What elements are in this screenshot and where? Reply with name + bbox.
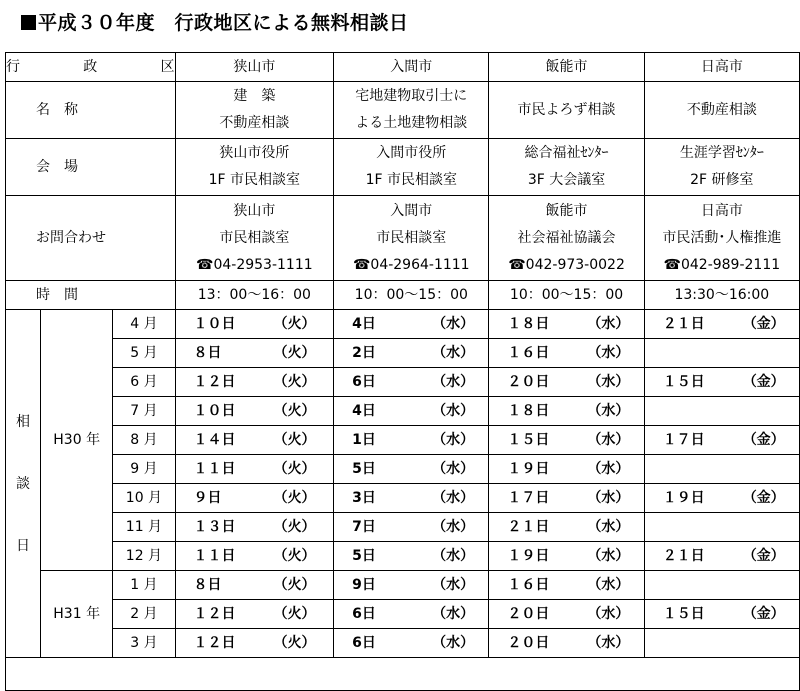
label-name: 名 称 <box>6 82 176 139</box>
month-cell: 12 月 <box>113 542 175 571</box>
date-hidaka <box>644 397 799 426</box>
table-row <box>6 571 800 600</box>
date-iruma: 6日 （水） <box>334 629 489 658</box>
table-row <box>6 368 800 397</box>
date-sayama: １２日 （火） <box>175 600 334 629</box>
city-sayama: 狭山市 <box>175 53 334 82</box>
row-time <box>6 281 800 310</box>
footer-row <box>6 658 800 691</box>
date-sayama: １４日 （火） <box>175 426 334 455</box>
date-sayama: １２日 （火） <box>175 629 334 658</box>
name-hanno: 市民よろず相談 <box>489 82 644 139</box>
city-hanno: 飯能市 <box>489 53 644 82</box>
table-row <box>6 426 800 455</box>
consultation-table <box>5 52 800 691</box>
contact-hanno: 飯能市 社会福祉協議会 ☎042-973-0022 <box>489 196 644 281</box>
row-contact <box>6 196 800 281</box>
date-sayama: １２日 （火） <box>175 368 334 397</box>
date-hanno: ２０日 （水） <box>489 368 644 397</box>
date-sayama: １１日 （火） <box>175 542 334 571</box>
date-hidaka: １７日 （金） <box>644 426 799 455</box>
time-sayama: 13：00～16：00 <box>175 281 334 310</box>
month-cell: 11 月 <box>113 513 175 542</box>
year-h30: H30 年 <box>41 310 113 571</box>
date-hanno: １５日 （水） <box>489 426 644 455</box>
date-hanno: １６日 （水） <box>489 571 644 600</box>
date-iruma: 5日 （水） <box>334 542 489 571</box>
table-row <box>6 513 800 542</box>
date-hidaka: １５日 （金） <box>644 600 799 629</box>
date-iruma: 6日 （水） <box>334 600 489 629</box>
date-iruma: 6日 （水） <box>334 368 489 397</box>
title-text: 平成３０年度 行政地区による無料相談日 <box>38 12 409 34</box>
month-cell: 8 月 <box>113 426 175 455</box>
date-iruma: 1日 （水） <box>334 426 489 455</box>
date-iruma: 7日 （水） <box>334 513 489 542</box>
name-sayama: 建 築 不動産相談 <box>175 82 334 139</box>
date-hanno: １９日 （水） <box>489 542 644 571</box>
venue-iruma: 入間市役所 1F 市民相談室 <box>334 139 489 196</box>
date-iruma: 4日 （水） <box>334 310 489 339</box>
date-sayama: ８日 （火） <box>175 571 334 600</box>
date-hanno: １８日 （水） <box>489 397 644 426</box>
venue-hidaka: 生涯学習ｾﾝﾀｰ 2F 研修室 <box>644 139 799 196</box>
date-iruma: 9日 （水） <box>334 571 489 600</box>
date-hanno: ２０日 （水） <box>489 629 644 658</box>
month-cell: 2 月 <box>113 600 175 629</box>
date-hanno: １６日 （水） <box>489 339 644 368</box>
date-sayama: １３日 （火） <box>175 513 334 542</box>
time-hidaka: 13:30～16:00 <box>644 281 799 310</box>
month-cell: 9 月 <box>113 455 175 484</box>
date-sayama: １０日 （火） <box>175 397 334 426</box>
date-sayama: １０日 （火） <box>175 310 334 339</box>
table-row <box>6 484 800 513</box>
date-hidaka <box>644 513 799 542</box>
black-square-icon <box>21 15 36 30</box>
date-iruma: 4日 （水） <box>334 397 489 426</box>
date-hidaka <box>644 455 799 484</box>
date-hanno: １８日 （水） <box>489 310 644 339</box>
time-hanno: 10：00～15：00 <box>489 281 644 310</box>
date-hidaka <box>644 339 799 368</box>
table-row <box>6 397 800 426</box>
month-cell: 7 月 <box>113 397 175 426</box>
row-name <box>6 82 800 139</box>
date-hidaka: １９日 （金） <box>644 484 799 513</box>
row-venue <box>6 139 800 196</box>
date-iruma: 2日 （水） <box>334 339 489 368</box>
date-hanno: １７日 （水） <box>489 484 644 513</box>
date-hanno: １９日 （水） <box>489 455 644 484</box>
date-sayama: １１日 （火） <box>175 455 334 484</box>
label-venue: 会 場 <box>6 139 176 196</box>
table-row <box>6 455 800 484</box>
date-hidaka: ２１日 （金） <box>644 310 799 339</box>
month-cell: 5 月 <box>113 339 175 368</box>
month-cell: 1 月 <box>113 571 175 600</box>
label-time: 時 間 <box>6 281 176 310</box>
date-iruma: 5日 （水） <box>334 455 489 484</box>
date-sayama: ９日 （火） <box>175 484 334 513</box>
contact-sayama: 狭山市 市民相談室 ☎04-2953-1111 <box>175 196 334 281</box>
date-hanno: ２１日 （水） <box>489 513 644 542</box>
date-hidaka <box>644 629 799 658</box>
table-row <box>6 542 800 571</box>
name-iruma: 宅地建物取引士に よる土地建物相談 <box>334 82 489 139</box>
month-cell: 4 月 <box>113 310 175 339</box>
contact-hidaka: 日高市 市民活動･人権推進 ☎042-989-2111 <box>644 196 799 281</box>
date-iruma: 3日 （水） <box>334 484 489 513</box>
month-cell: 6 月 <box>113 368 175 397</box>
footer-blank <box>6 658 800 691</box>
city-hidaka: 日高市 <box>644 53 799 82</box>
venue-sayama: 狭山市役所 1F 市民相談室 <box>175 139 334 196</box>
table-row <box>6 629 800 658</box>
contact-iruma: 入間市 市民相談室 ☎04-2964-1111 <box>334 196 489 281</box>
label-contact: お問合わせ <box>6 196 176 281</box>
page-title <box>21 8 409 35</box>
city-iruma: 入間市 <box>334 53 489 82</box>
date-hidaka: １５日 （金） <box>644 368 799 397</box>
label-consultation-day: 相 談 日 <box>6 310 41 658</box>
year-h31: H31 年 <box>41 571 113 658</box>
date-hidaka: ２１日 （金） <box>644 542 799 571</box>
name-hidaka: 不動産相談 <box>644 82 799 139</box>
date-hidaka <box>644 571 799 600</box>
table-row <box>6 600 800 629</box>
time-iruma: 10：00～15：00 <box>334 281 489 310</box>
month-cell: 10 月 <box>113 484 175 513</box>
month-cell: 3 月 <box>113 629 175 658</box>
row-district <box>6 53 800 82</box>
table-row <box>6 339 800 368</box>
table-row <box>6 310 800 339</box>
date-sayama: ８日 （火） <box>175 339 334 368</box>
date-hanno: ２０日 （水） <box>489 600 644 629</box>
label-district: 行 政 区 <box>6 53 176 82</box>
venue-hanno: 総合福祉ｾﾝﾀｰ 3F 大会議室 <box>489 139 644 196</box>
